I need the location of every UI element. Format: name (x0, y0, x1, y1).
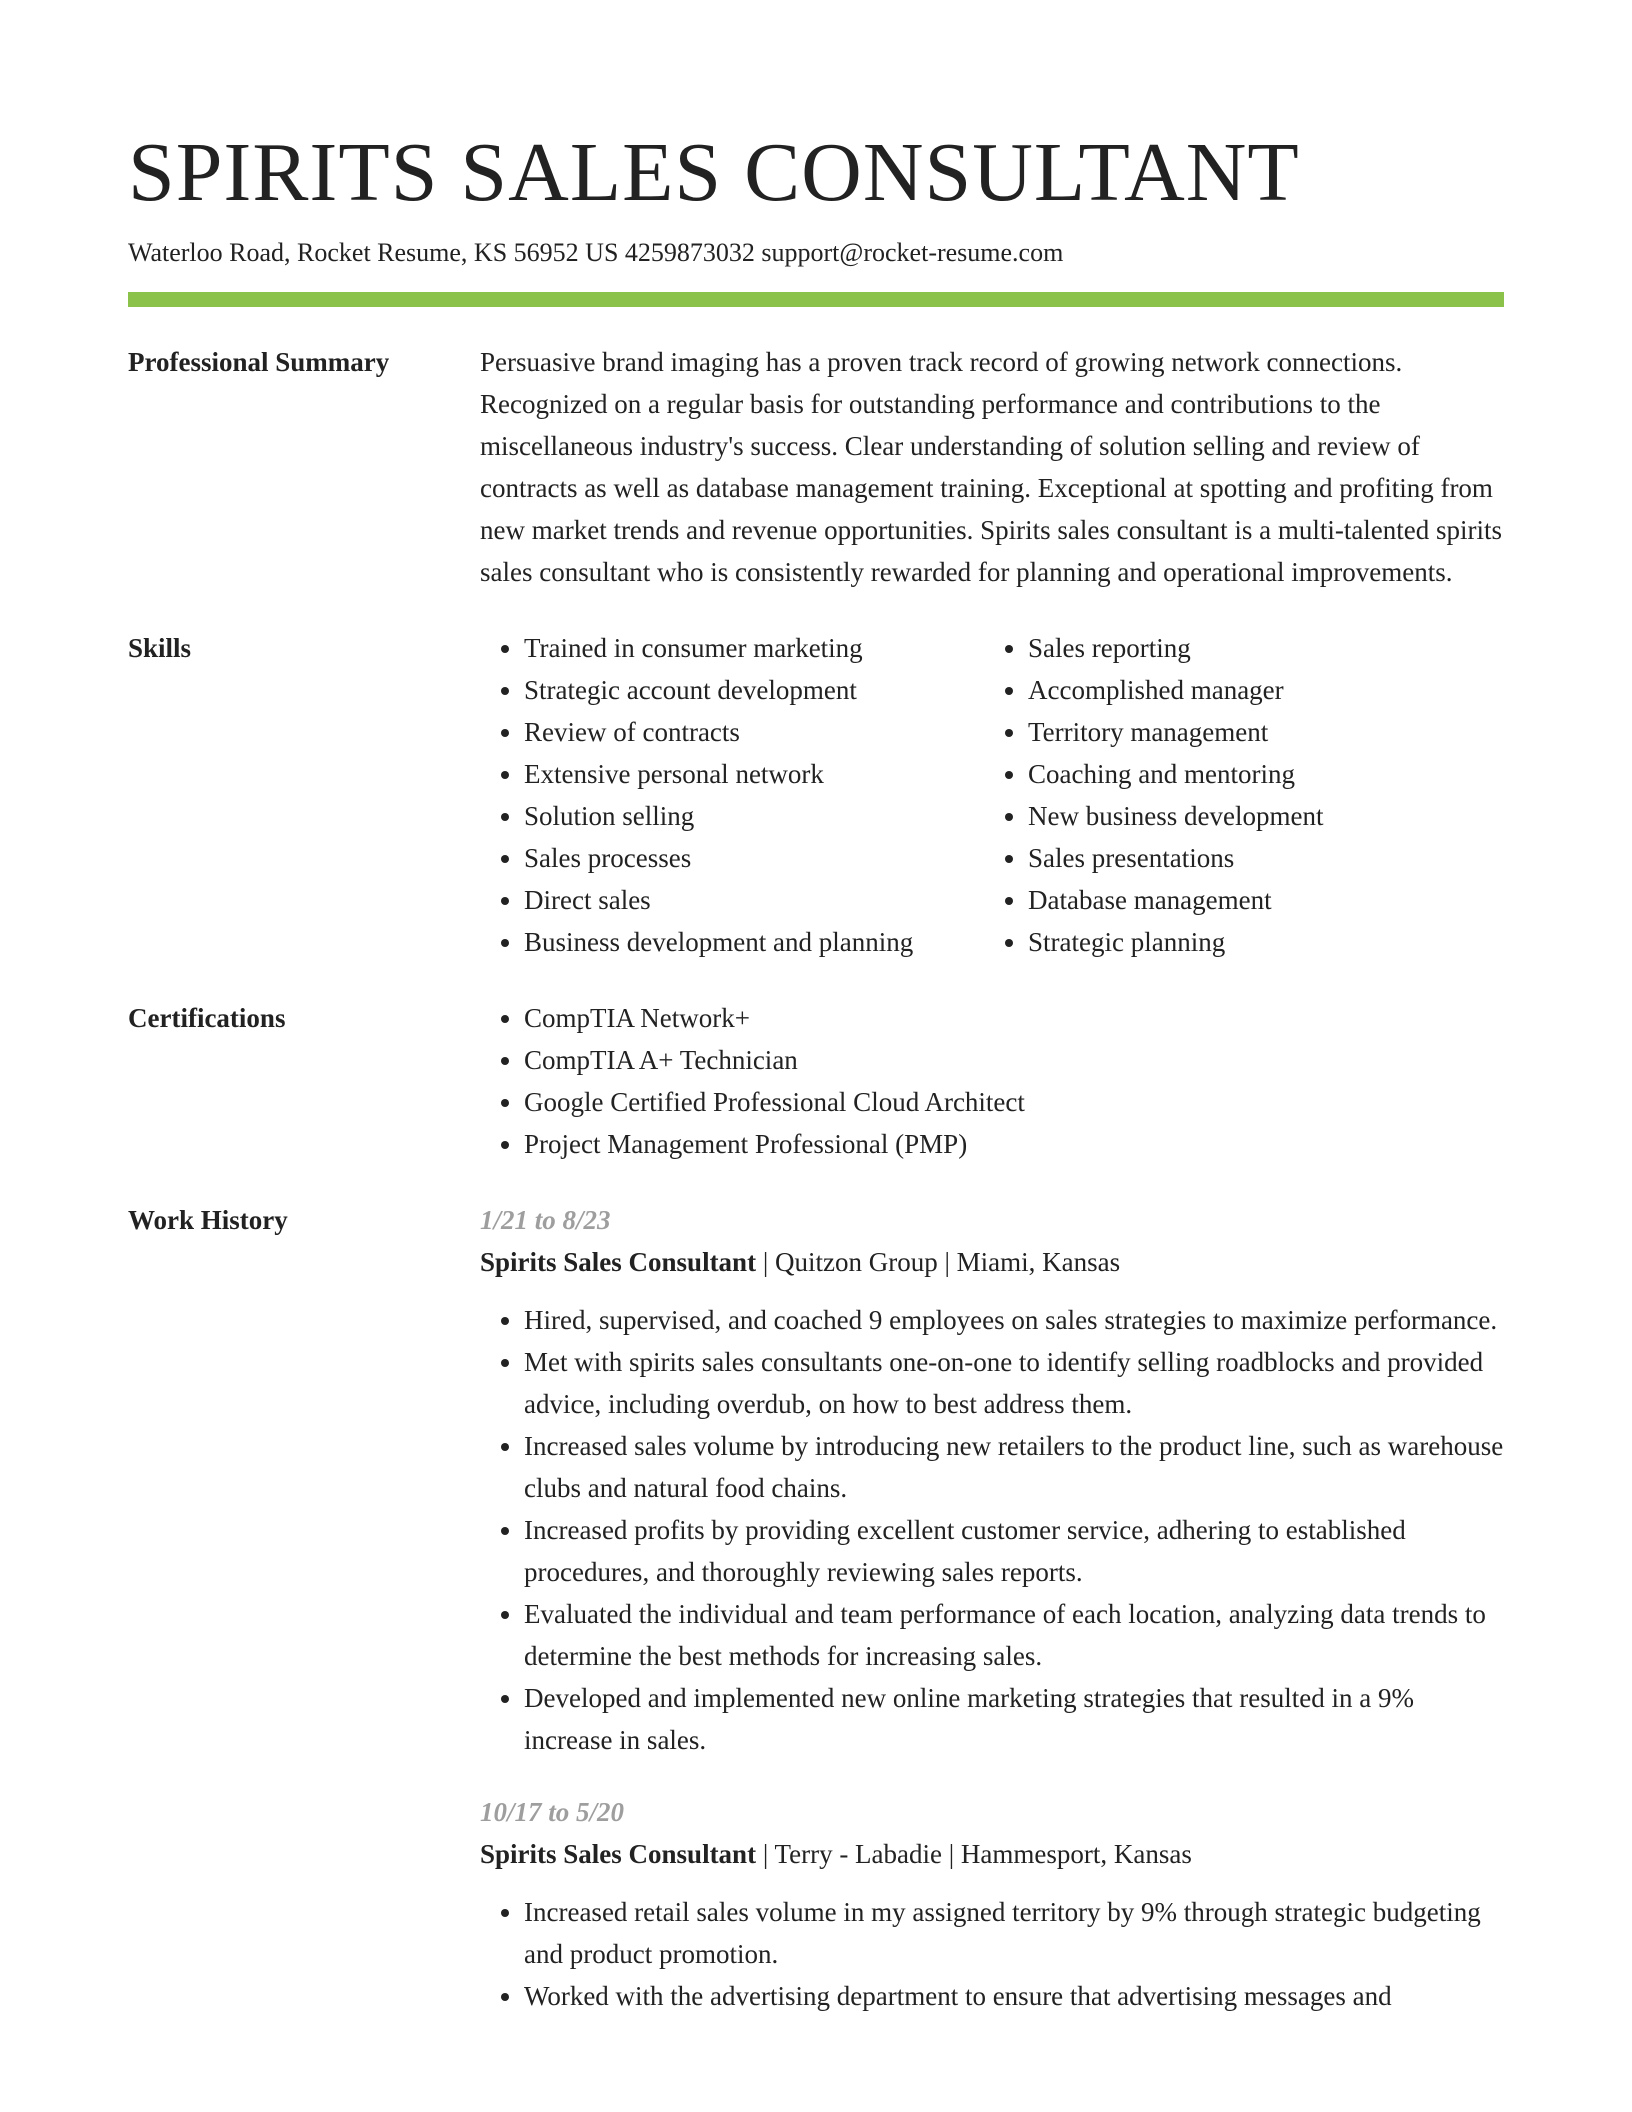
skill-item: • Accomplished manager (1028, 669, 1323, 711)
skill-item: • Database management (1028, 879, 1323, 921)
summary-section (128, 341, 1504, 593)
resume-title: SPIRITS SALES CONSULTANT (128, 126, 1300, 219)
job-company-location: | Quitzon Group | Miami, Kansas (756, 1247, 1121, 1277)
job-bullet: • Increased profits by providing excellent customer service, adhering to established procedures, and thoroughly reviewing sales reports. (524, 1509, 1504, 1593)
skill-item: • New business development (1028, 795, 1323, 837)
section-label-work-history: Work History (128, 1205, 288, 1235)
job-heading (480, 1833, 1504, 1875)
job-bullet: • Developed and implemented new online marketing strategies that resulted in a 9% increase in sales. (524, 1677, 1504, 1761)
skill-item: • Coaching and mentoring (1028, 753, 1323, 795)
skill-item: • Solution selling (524, 795, 984, 837)
certification-item: • Project Management Professional (PMP) (524, 1123, 1504, 1165)
job-bullet: • Evaluated the individual and team performance of each location, analyzing data trends to determine the best methods for increasing sales. (524, 1593, 1504, 1677)
skill-item: • Sales processes (524, 837, 984, 879)
skill-item: • Trained in consumer marketing (524, 627, 984, 669)
certification-item: • Google Certified Professional Cloud Architect (524, 1081, 1504, 1123)
job-bullet: • Hired, supervised, and coached 9 employees on sales strategies to maximize performance. (524, 1299, 1504, 1341)
certification-item: • CompTIA Network+ (524, 997, 1504, 1039)
skills-list-col2 (984, 627, 1323, 963)
skill-item: • Sales reporting (1028, 627, 1323, 669)
job-title: Spirits Sales Consultant (480, 1839, 757, 1869)
section-label-summary: Professional Summary (128, 347, 390, 377)
job-bullet: • Met with spirits sales consultants one-on-one to identify selling roadblocks and provided advice, including overdub, on how to best address them. (524, 1341, 1504, 1425)
section-label-certifications: Certifications (128, 1003, 286, 1033)
job-title: Spirits Sales Consultant (480, 1247, 757, 1277)
job-bullet: • Worked with the advertising department to ensure that advertising messages and (524, 1975, 1504, 2017)
job-entry (480, 1199, 1504, 1761)
certifications-list (480, 997, 1504, 1165)
certification-item: • CompTIA A+ Technician (524, 1039, 1504, 1081)
skill-item: • Review of contracts (524, 711, 984, 753)
summary-text: Persuasive brand imaging has a proven track record of growing network connections. Recognized on a regular basis for outstanding performance and contributions to the miscellaneous industry's success. Clear understanding of solution selling and review of contracts as well as database management training. Exceptional at spotting and profiting from new market trends and revenue opportunities. Spirits sales consultant is a multi-talented spirits sales consultant who is consistently rewarded for planning and operational improvements. (480, 347, 1503, 587)
skill-item: • Extensive personal network (524, 753, 984, 795)
job-bullet: • Increased sales volume by introducing new retailers to the product line, such as warehouse clubs and natural food chains. (524, 1425, 1504, 1509)
job-entry (480, 1791, 1504, 2017)
job-dates: 10/17 to 5/20 (480, 1797, 625, 1827)
work-history-section (128, 1199, 1504, 2017)
job-heading (480, 1241, 1504, 1283)
job-bullets (480, 1891, 1504, 2017)
contact-line: Waterloo Road, Rocket Resume, KS 56952 US 4259873032 support@rocket-resume.com (128, 238, 1064, 267)
skill-item: • Strategic account development (524, 669, 984, 711)
skill-item: • Strategic planning (1028, 921, 1323, 963)
resume-page (128, 0, 1504, 2017)
skill-item: • Territory management (1028, 711, 1323, 753)
job-dates: 1/21 to 8/23 (480, 1205, 611, 1235)
skill-item: • Sales presentations (1028, 837, 1323, 879)
skill-item: • Business development and planning (524, 921, 984, 963)
job-company-location: | Terry - Labadie | Hammesport, Kansas (756, 1839, 1192, 1869)
job-bullet: • Increased retail sales volume in my assigned territory by 9% through strategic budgeting and product promotion. (524, 1891, 1504, 1975)
skill-item: • Direct sales (524, 879, 984, 921)
section-label-skills: Skills (128, 633, 192, 663)
job-bullets (480, 1299, 1504, 1761)
skills-section (128, 627, 1504, 963)
certifications-section (128, 997, 1504, 1165)
header-divider (128, 292, 1504, 307)
skills-list-col1 (480, 627, 984, 963)
